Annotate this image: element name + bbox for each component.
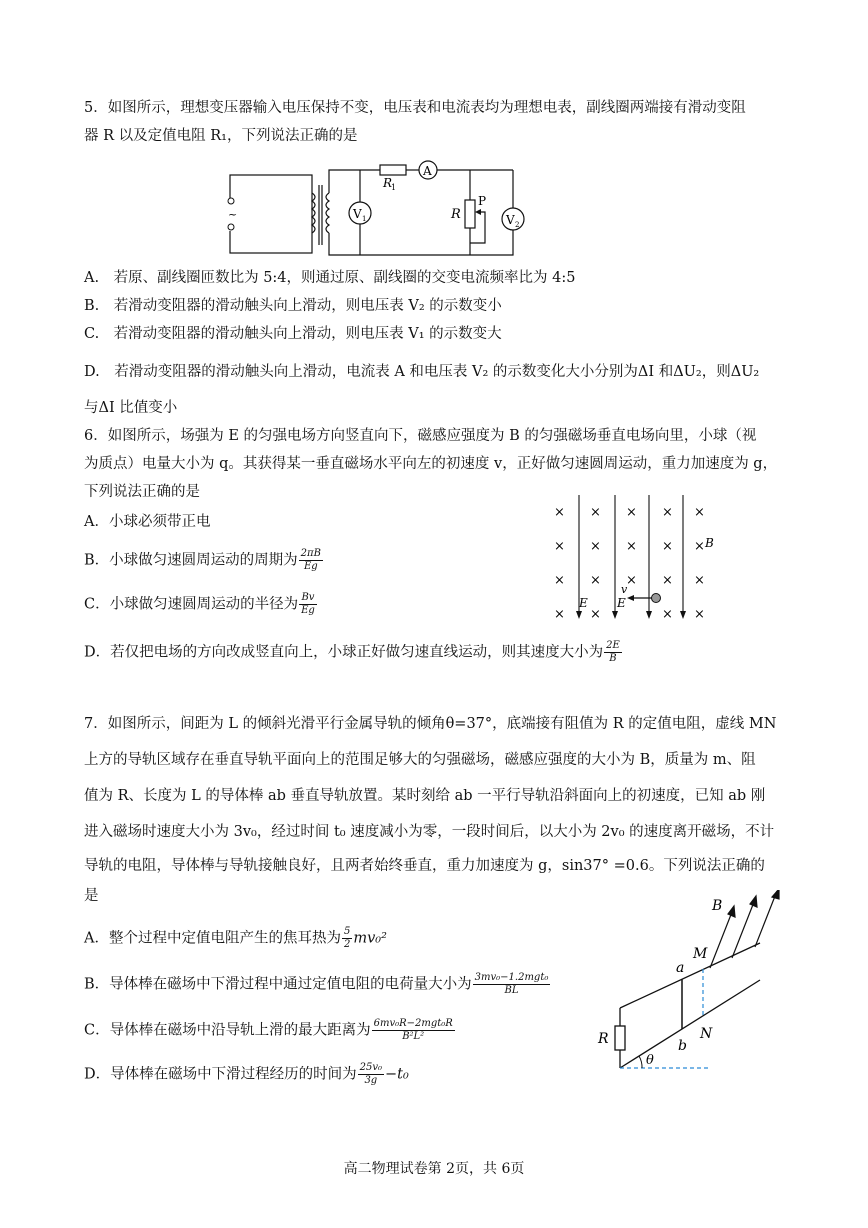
n-label: N [700,1026,713,1042]
v2-sub: 2 [515,221,520,229]
q7-option-a-text: A．整个过程中定值电阻产生的焦耳热为 [84,930,341,947]
page-footer: 高二物理试卷第 2页，共 6页 [343,1161,525,1177]
q6-option-b [84,548,324,573]
q5-stem-line1: 5．如图所示，理想变压器输入电压保持不变，电压表和电流表均为理想电表，副线圈两端接有滑动变阻 [84,100,746,116]
b-field-cross: × [662,573,673,588]
m-label: M [693,946,708,962]
b-end-label: b [678,1038,687,1054]
q7-line3: 值为 R、长度为 L 的导体棒 ab 垂直导轨放置。某时刻给 ab 一平行导轨沿斜面向上的初速度，已知 ab 刚 [84,788,766,804]
b-field-cross: × [662,607,673,622]
b-field-cross: × [662,505,673,520]
b-field-cross: × [590,573,601,588]
q5-stem-line2: 器 R 以及定值电阻 R₁，下列说法正确的是 [84,128,358,144]
q6-stem-line2: 为质点）电量大小为 q。其获得某一垂直磁场水平向左的初速度 v，正好做匀速圆周运动，重力加速度为 g， [84,456,778,472]
q7-a-num: 5 [343,926,351,937]
q6-option-c-text: C．小球做匀速圆周运动的半径为 [84,596,299,613]
e-field-label-2: E [617,596,626,610]
q6-c-num: Bv [299,592,317,605]
b-field-cross: × [626,539,637,554]
slider-p-label: P [478,194,487,208]
q7-option-b-fraction [473,972,551,997]
rheostat-r [465,200,475,228]
q7-c-num: 6mv₀R−2mgt₀R [373,1018,453,1029]
b-field-label: B [705,536,714,550]
q7-option-d [84,1062,409,1087]
q7-option-d-fraction [358,1062,384,1087]
resistor-r [615,1026,625,1050]
e-field-arrowhead [576,611,582,619]
b-field-cross: × [694,539,705,554]
q7-option-d-text: D．导体棒在磁场中下滑过程经历的时间为 [84,1066,357,1083]
q7-b-num: 3mv₀−1.2mgt₀ [474,972,549,983]
q7-option-b-text: B．导体棒在磁场中下滑过程中通过定值电阻的电荷量大小为 [84,976,472,993]
q7-option-b [84,972,551,997]
charged-ball [652,594,661,603]
q7-b-den: BL [504,985,519,996]
q6-c-den: Eg [301,605,315,616]
terminal-top [228,198,234,204]
e-field-arrowhead [680,611,686,619]
q7-option-a [84,926,387,951]
q5-option-d-line2: 与ΔI 比值变小 [84,400,178,416]
q6-option-b-fraction [299,548,323,573]
ammeter-label: A [423,164,432,178]
b-field-cross: × [554,607,565,622]
q7-line6: 是 [84,888,99,904]
q7-line2: 上方的导轨区域存在垂直导轨平面向上的范围足够大的匀强磁场，磁感应强度的大小为 B，质量为 m、阻 [84,752,756,768]
v1-label: V [353,207,362,221]
q6-option-d-fraction [604,640,622,665]
b-field-cross: × [662,539,673,554]
b-field-cross: × [590,505,601,520]
q6-stem-line1: 6．如图所示，场强为 E 的匀强电场方向竖直向下，磁感应强度为 B 的匀强磁场垂直电场向里，小球（视 [84,428,757,444]
q7-c-den: B²L² [402,1031,425,1042]
q5-circuit-diagram [225,155,535,265]
q6-stem-line3: 下列说法正确的是 [84,484,200,500]
q7-option-c [84,1018,456,1043]
q7-option-a-fraction [342,926,352,951]
q7-line5: 导轨的电阻，导体棒与导轨接触良好，且两者始终垂直，重力加速度为 g，sin37° =0.6。下列说法正确的 [84,858,765,874]
q7-d-num: 25v₀ [359,1062,383,1073]
q5-option-b: B. 若滑动变阻器的滑动触头向上滑动，则电压表 V₂ 的示数变小 [84,298,502,314]
q7-incline-diagram [590,890,790,1080]
a-label: a [676,960,685,976]
b-field-cross: × [590,539,601,554]
v2-label: V [506,213,515,227]
b-field-cross: × [554,573,565,588]
e-field-arrowhead [612,611,618,619]
r1-label: R [383,176,393,190]
ac-symbol: ~ [228,208,238,221]
secondary-coil [326,193,329,233]
q5-option-d-line1: D. 若滑动变阻器的滑动触头向上滑动，电流表 A 和电压表 V₂ 的示数变化大小分别为ΔI 和ΔU₂，则ΔU₂ [84,364,760,380]
b-field-cross: × [590,607,601,622]
q6-d-num: 2E [606,640,620,651]
resistor-r1 [380,165,406,175]
primary-loop [230,175,312,253]
b-field-cross: × [626,573,637,588]
q7-option-c-fraction [372,1018,455,1043]
q5-option-a: A. 若原、副线圈匝数比为 5:4，则通过原、副线圈的交变电流频率比为 4:5 [84,270,576,286]
r1-sub: 1 [391,183,397,192]
q7-a-den: 2 [343,939,351,950]
rail-top [620,943,760,1008]
q7-line4: 进入磁场时速度大小为 3v₀，经过时间 t₀ 速度减小为零，一段时间后，以大小为 2v₀ 的速度离开磁场，不计 [84,824,775,840]
terminal-bottom [228,224,234,230]
rail-bottom [620,980,760,1068]
q6-option-c [84,592,318,617]
b-field-cross: × [554,505,565,520]
q6-option-d [84,640,623,665]
velocity-label: v [621,583,628,596]
resistor-label: R [598,1031,609,1047]
e-field-label-1: E [579,596,588,610]
b-field-cross: × [694,573,705,588]
q6-b-den: Eg [303,561,318,572]
rheostat-label: R [451,207,461,222]
q7-line1: 7．如图所示，间距为 L 的倾斜光滑平行金属导轨的倾角θ=37°，底端接有阻值为 R 的定值电阻，虚线 MN [84,716,777,732]
v1-sub: 1 [362,215,367,223]
q5-option-c: C. 若滑动变阻器的滑动触头向上滑动，则电压表 V₁ 的示数变大 [84,326,502,342]
q6-option-b-text: B．小球做匀速圆周运动的周期为 [84,552,298,569]
b-field-cross: × [626,505,637,520]
q7-option-c-text: C．导体棒在磁场中沿导轨上滑的最大距离为 [84,1022,371,1039]
q6-d-den: B [609,653,617,664]
q6-option-c-fraction [299,592,317,617]
b-field-cross: × [694,607,705,622]
q7-d-den: 3g [364,1075,378,1086]
b-field-label-q7: B [712,898,723,914]
theta-label: θ [646,1053,654,1068]
q6-field-diagram [545,495,725,625]
q7-a-tail: mv₀² [353,930,387,947]
e-field-arrowhead [646,611,652,619]
b-field-cross: × [694,505,705,520]
b-field-cross: × [554,539,565,554]
q6-b-num: 2πB [300,548,321,559]
q6-option-d-text: D．若仅把电场的方向改成竖直向上，小球正好做匀速直线运动，则其速度大小为 [84,644,604,661]
q7-d-tail: −t₀ [385,1066,409,1083]
q6-option-a: A．小球必须带正电 [84,514,211,530]
